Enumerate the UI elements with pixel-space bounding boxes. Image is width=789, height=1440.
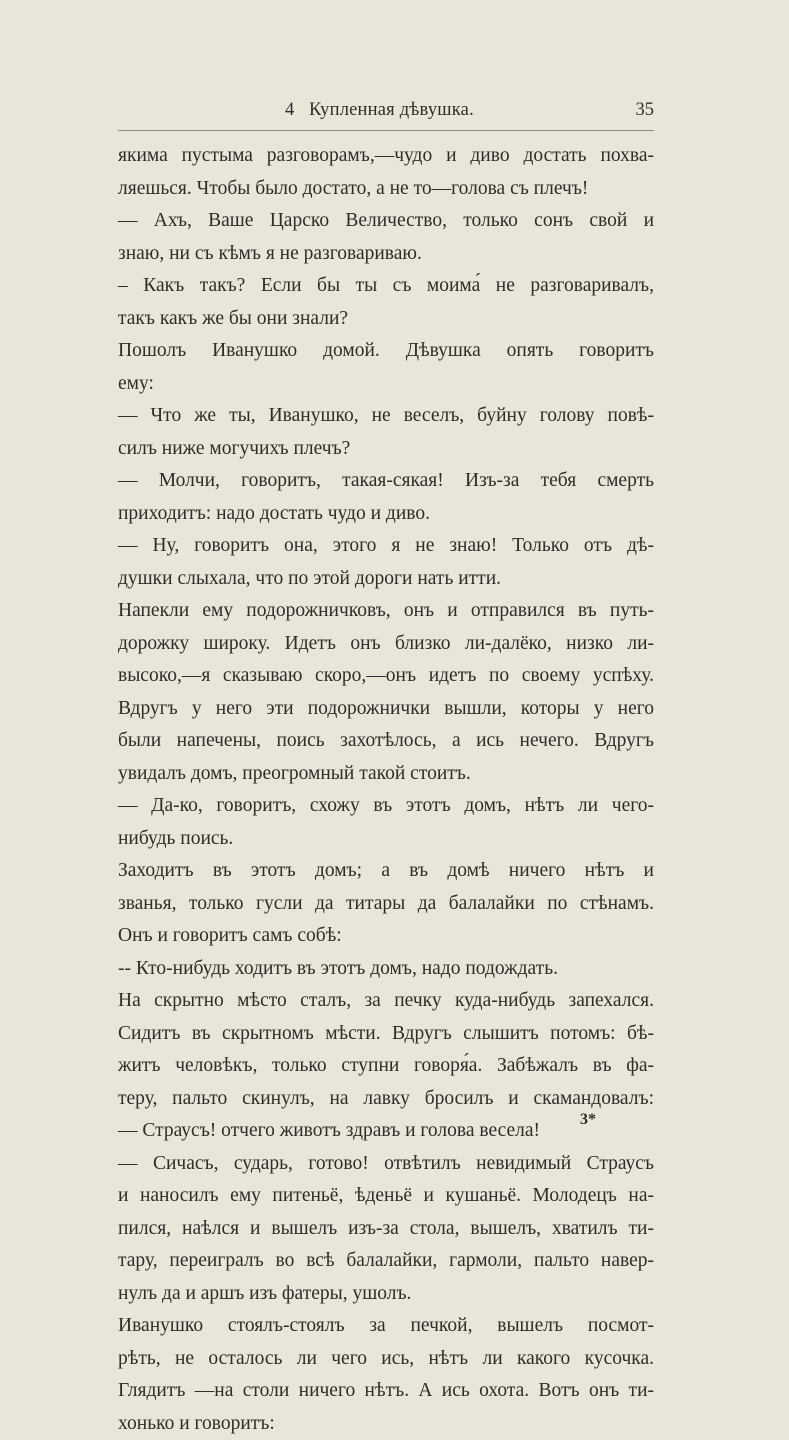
running-header [0, 100, 789, 130]
text-line: — Что же ты, Иванушко, не веселъ, буйну голову повѣ- [118, 400, 654, 433]
text-line: – Какъ такъ? Если бы ты съ моима́ не разговаривалъ, [118, 270, 654, 303]
header-rule [118, 130, 654, 131]
signature-mark: 3* [580, 1111, 596, 1129]
text-line: душки слыхала, что по этой дороги нать итти. [118, 563, 654, 596]
text-line: — Ну, говоритъ она, этого я не знаю! Только отъ дѣ- [118, 530, 654, 563]
text-line: — Сичасъ, сударь, готово! отвѣтилъ невидимый Страусъ [118, 1148, 654, 1181]
text-line: теру, пальто скинулъ, на лавку бросилъ и скамандовалъ: [118, 1083, 654, 1116]
text-line: -- Кто-нибудь ходитъ въ этотъ домъ, надо подождать. [118, 953, 654, 986]
text-line: Заходитъ въ этотъ домъ; а въ домѣ ничего нѣтъ и [118, 855, 654, 888]
text-line: ему: [118, 368, 654, 401]
text-line: Сидитъ въ скрытномъ мѣсти. Вдругъ слышитъ потомъ: бѣ- [118, 1018, 654, 1051]
text-line: хонько и говоритъ: [118, 1408, 654, 1440]
text-line: высоко,—я сказываю скоро,—онъ идетъ по своему успѣху. [118, 660, 654, 693]
text-line: Напекли ему подорожничковъ, онъ и отправился въ путь- [118, 595, 654, 628]
text-line: были напечены, поись захотѣлось, а ись нечего. Вдругъ [118, 725, 654, 758]
text-line: — Ахъ, Ваше Царско Величество, только сонъ свой и [118, 205, 654, 238]
text-line: пился, наѣлся и вышелъ изъ-за стола, вышелъ, хватилъ ти- [118, 1213, 654, 1246]
text-line: На скрытно мѣсто сталъ, за печку куда-нибудь запехался. [118, 985, 654, 1018]
text-line: Пошолъ Иванушко домой. Дѣвушка опять говоритъ [118, 335, 654, 368]
text-line: Онъ и говоритъ самъ собѣ: [118, 920, 654, 953]
section-number: 4 [285, 100, 294, 121]
text-line: тару, переигралъ во всѣ балалайки, гармоли, пальто навер- [118, 1245, 654, 1278]
text-line: Вдругъ у него эти подорожнички вышли, которы у него [118, 693, 654, 726]
text-line: нулъ да и аршъ изъ фатеры, ушолъ. [118, 1278, 654, 1311]
text-line: званья, только гусли да титары да балалайки по стѣнамъ. [118, 888, 654, 921]
text-line: — Молчи, говоритъ, такая-сякая! Изъ-за тебя смерть [118, 465, 654, 498]
text-line: якима пустыма разговорамъ,—чудо и диво достать похва- [118, 140, 654, 173]
text-line: Глядитъ —на столи ничего нѣтъ. А ись охота. Вотъ онъ ти- [118, 1375, 654, 1408]
text-line: и наносилъ ему питеньё, ѣденьё и кушаньё. Молодецъ на- [118, 1180, 654, 1213]
text-line: силъ ниже могучихъ плечъ? [118, 433, 654, 466]
text-line: дорожку широку. Идетъ онъ близко ли-далёко, низко ли- [118, 628, 654, 661]
text-line: ляешься. Чтобы было достато, а не то—голова съ плечъ! [118, 173, 654, 206]
text-line: увидалъ домъ, преогромный такой стоитъ. [118, 758, 654, 791]
text-line: такъ какъ же бы они знали? [118, 303, 654, 336]
body-text [118, 140, 654, 1440]
running-title: Купленная дѣвушка. [309, 100, 474, 121]
text-line: — Страусъ! отчего животъ здравъ и голова весела! [118, 1115, 654, 1148]
text-line: нибудь поись. [118, 823, 654, 856]
text-line: рѣть, не осталось ли чего ись, нѣтъ ли какого кусочка. [118, 1343, 654, 1376]
text-line: знаю, ни съ кѣмъ я не разговариваю. [118, 238, 654, 271]
text-line: приходитъ: надо достать чудо и диво. [118, 498, 654, 531]
text-line: Иванушко стоялъ-стоялъ за печкой, вышелъ посмот- [118, 1310, 654, 1343]
text-line: житъ человѣкъ, только ступни говоря́а. Забѣжалъ въ фа- [118, 1050, 654, 1083]
page-number: 35 [636, 100, 655, 121]
text-line: — Да-ко, говоритъ, схожу въ этотъ домъ, нѣтъ ли чего- [118, 790, 654, 823]
